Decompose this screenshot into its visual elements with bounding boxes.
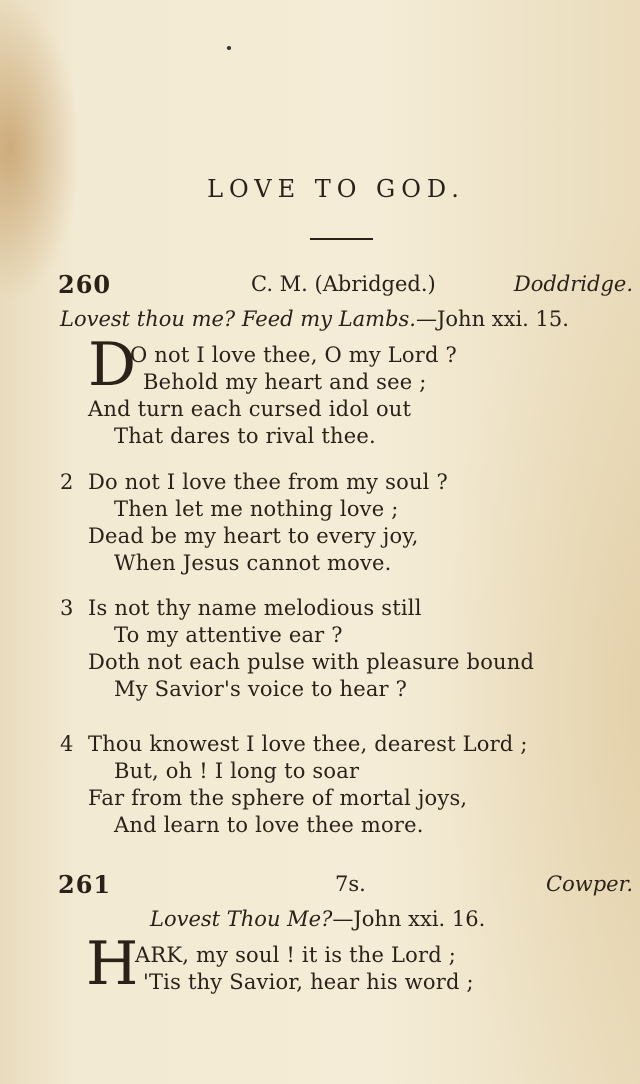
- stanza-number: 2: [60, 470, 74, 494]
- verse-line: Dead be my heart to every joy,: [88, 524, 419, 548]
- verse-line: Thou knowest I love thee, dearest Lord ;: [88, 732, 528, 756]
- verse-line: O not I love thee, O my Lord ?: [130, 343, 457, 367]
- hymn-260-header: [58, 270, 633, 300]
- verse-line: When Jesus cannot move.: [114, 551, 392, 575]
- title-rule: [310, 238, 373, 240]
- ink-speck: [227, 46, 231, 50]
- subtitle-text: Lovest thou me? Feed my Lambs.: [60, 307, 416, 331]
- verse-line: Doth not each pulse with pleasure bound: [88, 650, 535, 674]
- hymn-meter: C. M. (Abridged.): [251, 272, 436, 296]
- hymn-author: Cowper.: [546, 872, 633, 896]
- verse-line: To my attentive ear ?: [114, 623, 343, 647]
- stanza-number: 3: [60, 596, 74, 620]
- verse-line: Behold my heart and see ;: [143, 370, 427, 394]
- hymn-meter: 7s.: [335, 872, 366, 896]
- verse-line: And turn each cursed idol out: [88, 397, 412, 421]
- drop-cap: H: [86, 929, 139, 999]
- hymn-261-subtitle: [150, 907, 485, 931]
- subtitle-text: Lovest Thou Me?: [150, 907, 333, 931]
- page-title: LOVE TO GOD.: [207, 175, 465, 203]
- verse-line: Do not I love thee from my soul ?: [88, 470, 448, 494]
- verse-line: Far from the sphere of mortal joys,: [88, 786, 468, 810]
- hymn-261-header: [58, 870, 633, 900]
- scripture-reference: —John xxi. 16.: [332, 907, 486, 931]
- verse-line: That dares to rival thee.: [114, 424, 376, 448]
- verse-line: Is not thy name melodious still: [88, 596, 422, 620]
- drop-cap: D: [88, 330, 137, 400]
- verse-line: ARK, my soul ! it is the Lord ;: [135, 943, 457, 967]
- verse-line: But, oh ! I long to soar: [114, 759, 360, 783]
- stanza-number: 4: [60, 732, 74, 756]
- hymn-260-subtitle: [60, 307, 569, 331]
- verse-line: My Savior's voice to hear ?: [114, 677, 408, 701]
- hymn-author: Doddridge.: [513, 272, 633, 296]
- scripture-reference: —John xxi. 15.: [415, 307, 569, 331]
- verse-line: 'Tis thy Savior, hear his word ;: [143, 970, 474, 994]
- verse-line: Then let me nothing love ;: [114, 497, 399, 521]
- verse-line: And learn to love thee more.: [114, 813, 424, 837]
- hymn-number: 260: [58, 270, 112, 299]
- hymn-number: 261: [58, 870, 112, 899]
